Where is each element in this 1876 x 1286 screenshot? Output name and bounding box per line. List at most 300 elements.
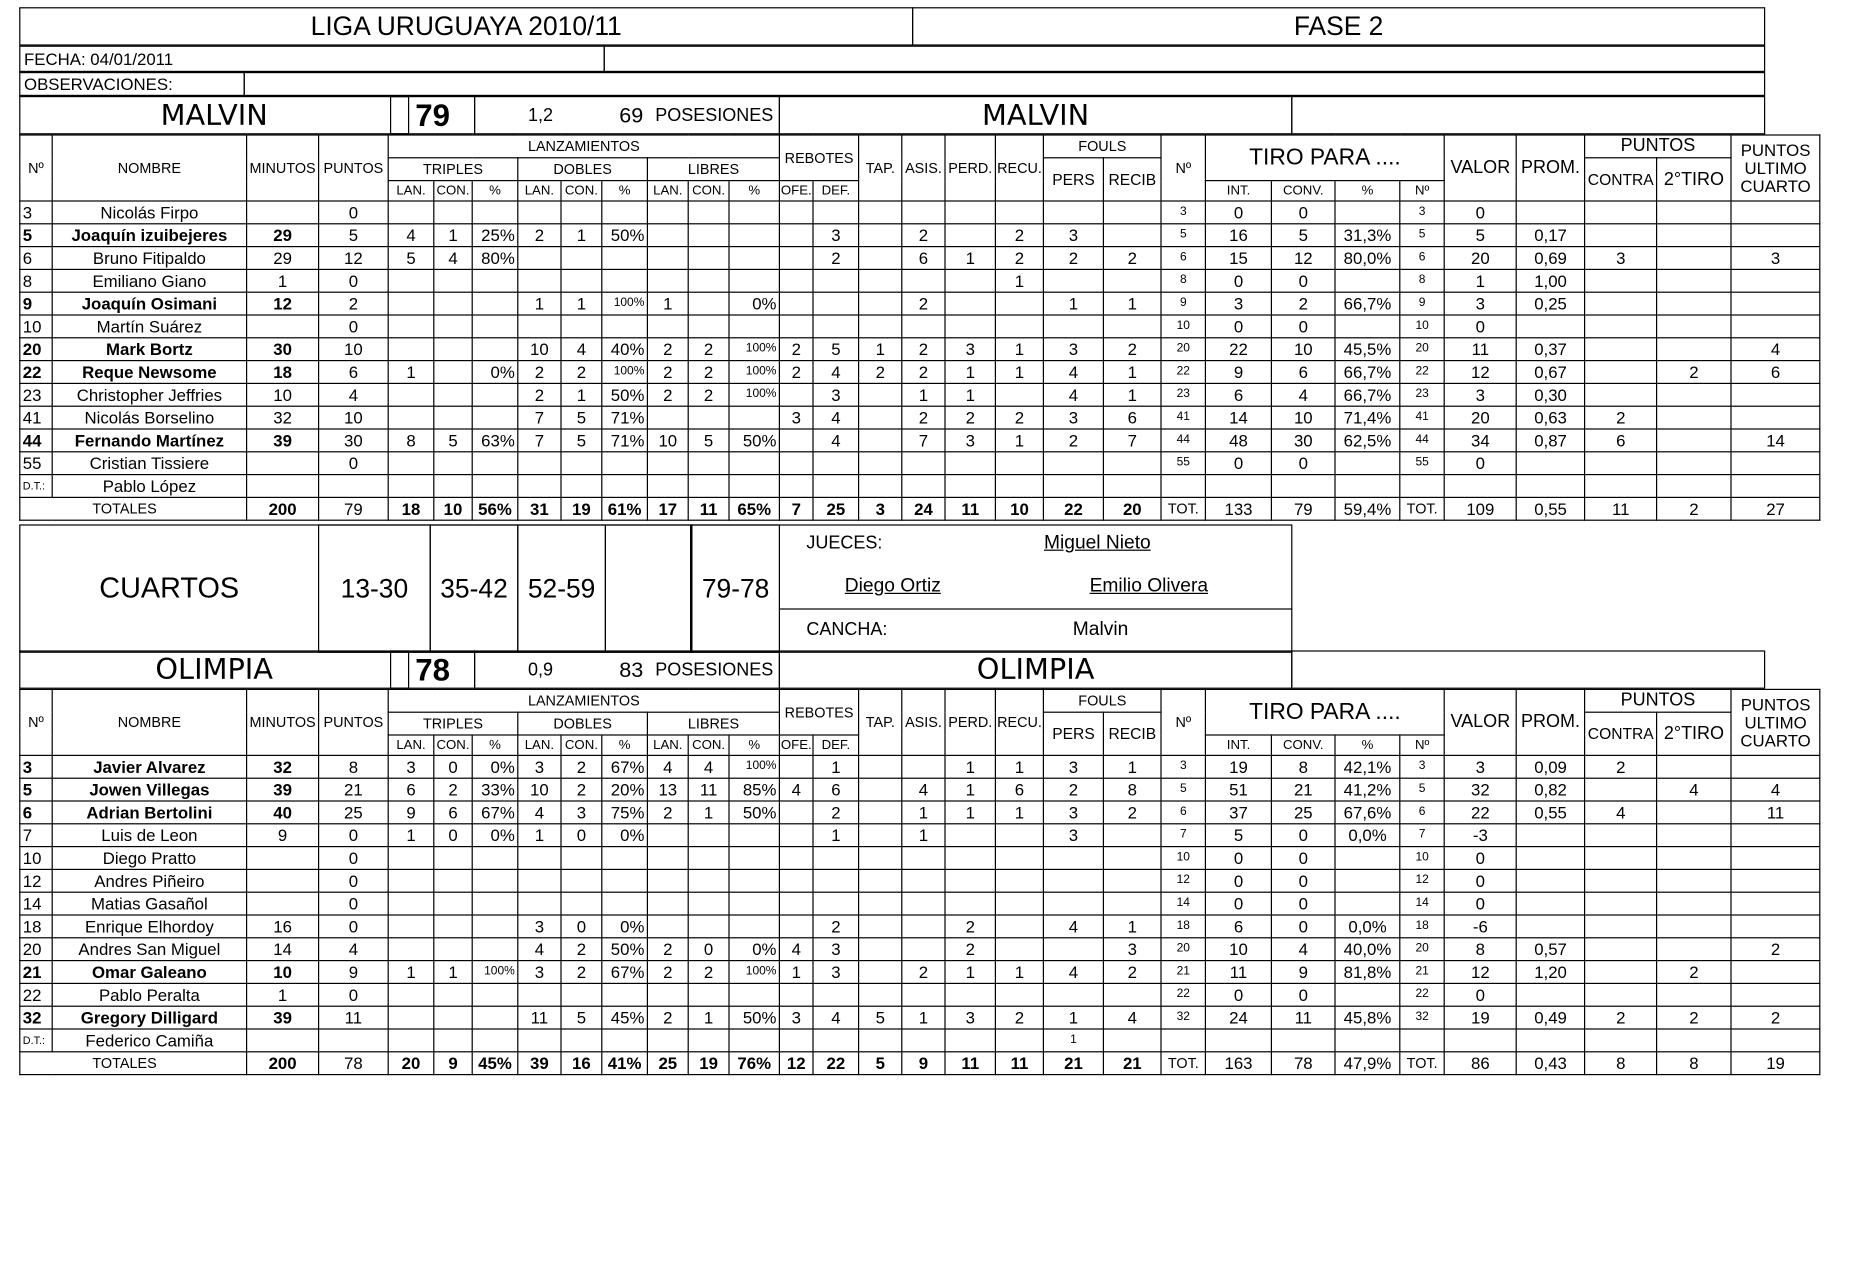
stat-recib (1103, 983, 1161, 1006)
stat-lp (729, 892, 779, 915)
stat-lc (688, 201, 729, 224)
header-contra: CONTRA (1585, 158, 1657, 201)
header-pers: PERS (1043, 712, 1103, 755)
stat-pers: 2 (1043, 429, 1103, 452)
stat-lc (688, 292, 729, 315)
stat-recib: 2 (1103, 338, 1161, 361)
player-row (20, 269, 1820, 292)
stat-ll (647, 892, 688, 915)
stat-seg (1657, 201, 1731, 224)
total-int: 163 (1206, 1052, 1272, 1075)
stat-ll: 2 (647, 383, 688, 406)
stat-recib (1103, 824, 1161, 847)
stat-seg (1657, 292, 1731, 315)
header-def: DEF. (813, 735, 859, 755)
stat-asis: 2 (902, 406, 945, 429)
stat-tc (434, 983, 472, 1006)
stat-prom: 0,49 (1516, 1006, 1584, 1029)
stat-pers (1043, 938, 1103, 961)
stat-tp: 0% (472, 361, 518, 384)
stat-perd (945, 869, 995, 892)
stat-def (813, 983, 859, 1006)
total-perd: 11 (945, 1052, 995, 1075)
stat-seg: 2 (1657, 961, 1731, 984)
stat-int: 14 (1206, 406, 1272, 429)
stat-lc: 2 (688, 383, 729, 406)
stat-seg (1657, 824, 1731, 847)
stat-tp (472, 892, 518, 915)
stat-def (813, 847, 859, 870)
stat-perd (945, 892, 995, 915)
stat-asis (902, 892, 945, 915)
stat-prom: 0,63 (1516, 406, 1584, 429)
total-def: 22 (813, 1052, 859, 1075)
stat-tp (472, 869, 518, 892)
stat-valor: 3 (1444, 292, 1516, 315)
stat-dl (518, 201, 561, 224)
stat-tap: 2 (859, 361, 902, 384)
stat-tc: 4 (434, 247, 472, 270)
stat-int: 3 (1206, 292, 1272, 315)
stat-lp: 100% (729, 961, 779, 984)
stat-perd (945, 824, 995, 847)
player-name: Cristian Tissiere (52, 452, 246, 475)
stat-lp (729, 983, 779, 1006)
player-name: Joaquín izuibejeres (52, 224, 246, 247)
stat-pers: 3 (1043, 801, 1103, 824)
stat-no3: 12 (1400, 869, 1444, 892)
stat-recu: 2 (995, 1006, 1043, 1029)
stat-no3: 8 (1400, 269, 1444, 292)
stat-dl: 10 (518, 338, 561, 361)
stat-tl (388, 869, 434, 892)
stat-tap (859, 938, 902, 961)
empty-cell (1516, 1029, 1584, 1052)
stat-dl: 4 (518, 938, 561, 961)
stat-dp (602, 869, 648, 892)
stat-valor: 0 (1444, 315, 1516, 338)
stat-valor: 34 (1444, 429, 1516, 452)
stat-lp: 100% (729, 338, 779, 361)
header-con: CON. (688, 181, 729, 201)
stat-tc (434, 338, 472, 361)
total-seg: 8 (1657, 1052, 1731, 1075)
stat-tp: 100% (472, 961, 518, 984)
stat-pct: 0,0% (1335, 915, 1400, 938)
stat-pers: 4 (1043, 915, 1103, 938)
stat-prom (1516, 201, 1584, 224)
player-number: 6 (20, 247, 52, 270)
header-perd: PERD. (945, 135, 995, 201)
stat-ll: 1 (647, 292, 688, 315)
stat-lc (688, 247, 729, 270)
player-number: 6 (20, 801, 52, 824)
empty-cell (1731, 475, 1820, 498)
stat-prom: 0,69 (1516, 247, 1584, 270)
stat-recib: 1 (1103, 383, 1161, 406)
coach-name: Pablo López (52, 475, 246, 498)
stat-min: 39 (247, 429, 319, 452)
stat-asis: 4 (902, 778, 945, 801)
team1-name-right: MALVIN (779, 96, 1293, 134)
stat-valor: 12 (1444, 361, 1516, 384)
stat-dc: 5 (561, 1006, 602, 1029)
stat-dl (518, 847, 561, 870)
player-name: Matias Gasañol (52, 892, 246, 915)
stat-conv: 25 (1272, 801, 1336, 824)
player-number: 23 (20, 383, 52, 406)
empty-cell (1516, 475, 1584, 498)
stat-asis (902, 755, 945, 778)
stat-seg (1657, 224, 1731, 247)
stat-valor: -3 (1444, 824, 1516, 847)
empty-cell (1444, 1029, 1516, 1052)
stat-ofe (779, 452, 813, 475)
stat-tc: 6 (434, 801, 472, 824)
stat-tl: 3 (388, 755, 434, 778)
stat-lc (688, 406, 729, 429)
stat-prom: 0,82 (1516, 778, 1584, 801)
stat-tap (859, 292, 902, 315)
stat-no3: 7 (1400, 824, 1444, 847)
stat-perd: 1 (945, 383, 995, 406)
stat-no3: 41 (1400, 406, 1444, 429)
stat-no2: 21 (1161, 961, 1205, 984)
stat-def: 3 (813, 961, 859, 984)
stat-recu (995, 201, 1043, 224)
stat-pers: 1 (1043, 292, 1103, 315)
header-lanzamientos: LANZAMIENTOS (388, 135, 779, 158)
stat-tap (859, 406, 902, 429)
total-contra: 11 (1585, 497, 1657, 520)
stat-recu: 1 (995, 961, 1043, 984)
stat-lp: 50% (729, 1006, 779, 1029)
player-row (20, 406, 1820, 429)
header-pct-tiro: % (1335, 181, 1400, 201)
stat-asis: 2 (902, 961, 945, 984)
empty-cell (688, 1029, 729, 1052)
empty-cell (945, 1029, 995, 1052)
stat-min (247, 201, 319, 224)
player-row (20, 938, 1820, 961)
stat-conv: 9 (1272, 961, 1336, 984)
stat-dl (518, 269, 561, 292)
stat-valor: 0 (1444, 892, 1516, 915)
total-tap: 3 (859, 497, 902, 520)
header-no-2: Nº (1161, 135, 1205, 201)
stat-tap (859, 892, 902, 915)
stat-recu (995, 869, 1043, 892)
header-lan: LAN. (518, 181, 561, 201)
stat-tap (859, 429, 902, 452)
stat-dc: 2 (561, 361, 602, 384)
stat-no2: 10 (1161, 315, 1205, 338)
player-name: Martín Suárez (52, 315, 246, 338)
stat-min: 30 (247, 338, 319, 361)
stat-min: 14 (247, 938, 319, 961)
stat-recib: 4 (1103, 1006, 1161, 1029)
stat-no3: 32 (1400, 1006, 1444, 1029)
stat-pers: 1 (1043, 1006, 1103, 1029)
total-recu: 11 (995, 1052, 1043, 1075)
stat-ll: 2 (647, 1006, 688, 1029)
stat-def: 1 (813, 824, 859, 847)
stat-ofe (779, 983, 813, 1006)
stat-tc (434, 292, 472, 315)
stat-def (813, 315, 859, 338)
player-number: 3 (20, 201, 52, 224)
stat-int: 9 (1206, 361, 1272, 384)
stat-pct: 66,7% (1335, 383, 1400, 406)
stat-pct (1335, 892, 1400, 915)
stat-conv: 0 (1272, 824, 1336, 847)
player-name: Nicolás Firpo (52, 201, 246, 224)
stat-dp (602, 847, 648, 870)
header-no: Nº (20, 135, 52, 201)
stat-no3: 6 (1400, 801, 1444, 824)
stat-dp (602, 452, 648, 475)
stat-pts: 10 (319, 406, 389, 429)
header-lanzamientos: LANZAMIENTOS (388, 689, 779, 712)
stat-ult (1731, 292, 1820, 315)
stat-perd: 3 (945, 338, 995, 361)
stat-asis (902, 269, 945, 292)
stat-ult (1731, 847, 1820, 870)
empty-cell (1161, 1029, 1205, 1052)
stat-valor: 0 (1444, 201, 1516, 224)
stat-ll (647, 452, 688, 475)
stat-contra (1585, 452, 1657, 475)
stat-tl: 1 (388, 961, 434, 984)
stat-contra (1585, 938, 1657, 961)
stat-ult: 3 (1731, 247, 1820, 270)
stat-tap (859, 778, 902, 801)
stat-conv: 0 (1272, 847, 1336, 870)
total-min: 200 (247, 1052, 319, 1075)
header-libres: LIBRES (647, 158, 779, 181)
stat-conv: 11 (1272, 1006, 1336, 1029)
stat-ll (647, 315, 688, 338)
stat-tp (472, 383, 518, 406)
stat-tp (472, 406, 518, 429)
stat-no3: 55 (1400, 452, 1444, 475)
stat-int: 0 (1206, 847, 1272, 870)
stat-recu: 2 (995, 406, 1043, 429)
stat-lp (729, 315, 779, 338)
stat-min: 9 (247, 824, 319, 847)
stat-dp: 67% (602, 755, 648, 778)
player-number: 9 (20, 292, 52, 315)
stat-tap (859, 915, 902, 938)
stat-prom (1516, 315, 1584, 338)
player-number: 22 (20, 983, 52, 1006)
player-name: Gregory Dilligard (52, 1006, 246, 1029)
stat-contra (1585, 983, 1657, 1006)
stat-valor: 1 (1444, 269, 1516, 292)
stat-perd (945, 201, 995, 224)
total-pct: 47,9% (1335, 1052, 1400, 1075)
header-puntos-ultimo-cuarto: PUNTOS ULTIMO CUARTO (1731, 135, 1820, 201)
stat-contra: 2 (1585, 1006, 1657, 1029)
stat-lc (688, 892, 729, 915)
stat-tap (859, 869, 902, 892)
stat-recib: 2 (1103, 961, 1161, 984)
stat-no2: 41 (1161, 406, 1205, 429)
stat-tc (434, 201, 472, 224)
quarter-4-score (605, 524, 693, 652)
stat-conv: 0 (1272, 915, 1336, 938)
stat-def (813, 892, 859, 915)
stat-ofe (779, 429, 813, 452)
cancha-label: CANCHA: (806, 619, 888, 640)
stat-tap (859, 983, 902, 1006)
stat-recu: 2 (995, 247, 1043, 270)
stat-perd: 3 (945, 1006, 995, 1029)
stat-ult: 2 (1731, 1006, 1820, 1029)
stat-no3: 23 (1400, 383, 1444, 406)
stat-min: 39 (247, 778, 319, 801)
stat-tap (859, 247, 902, 270)
stat-int: 16 (1206, 224, 1272, 247)
stat-def (813, 869, 859, 892)
empty-cell (247, 475, 319, 498)
stat-seg (1657, 938, 1731, 961)
team1-possessions-box (474, 96, 780, 134)
header-recib: RECIB (1103, 712, 1161, 755)
stat-lc: 2 (688, 961, 729, 984)
player-row (20, 892, 1820, 915)
stat-no2: 22 (1161, 361, 1205, 384)
stat-dc (561, 983, 602, 1006)
stat-contra (1585, 224, 1657, 247)
header-con: CON. (561, 735, 602, 755)
stat-seg (1657, 383, 1731, 406)
stat-lp: 50% (729, 429, 779, 452)
stat-tap (859, 315, 902, 338)
empty-cell (472, 475, 518, 498)
total-ll: 17 (647, 497, 688, 520)
stat-lp (729, 847, 779, 870)
stat-perd (945, 292, 995, 315)
empty-cell (1206, 475, 1272, 498)
stat-pts: 10 (319, 338, 389, 361)
stat-dp: 0% (602, 915, 648, 938)
stat-seg (1657, 892, 1731, 915)
empty-cell (779, 475, 813, 498)
header-no-3: Nº (1400, 735, 1444, 755)
stat-asis: 7 (902, 429, 945, 452)
stat-pts: 12 (319, 247, 389, 270)
stat-no3: 3 (1400, 755, 1444, 778)
stat-pct: 42,1% (1335, 755, 1400, 778)
stat-lc: 2 (688, 338, 729, 361)
stat-valor: 5 (1444, 224, 1516, 247)
stat-no3: 20 (1400, 338, 1444, 361)
stat-pct: 41,2% (1335, 778, 1400, 801)
player-row (20, 201, 1820, 224)
stat-def: 4 (813, 1006, 859, 1029)
stat-lc (688, 269, 729, 292)
stat-int: 0 (1206, 315, 1272, 338)
stat-lp (729, 201, 779, 224)
stat-seg (1657, 269, 1731, 292)
jueces-label: JUECES: (806, 532, 883, 554)
stat-asis (902, 869, 945, 892)
stat-recib: 1 (1103, 755, 1161, 778)
stat-tl: 1 (388, 824, 434, 847)
header-recib: RECIB (1103, 158, 1161, 201)
stat-no2: 9 (1161, 292, 1205, 315)
stat-asis: 2 (902, 292, 945, 315)
player-row (20, 778, 1820, 801)
stat-int: 51 (1206, 778, 1272, 801)
header-triples: TRIPLES (388, 712, 518, 735)
cancha-name: Malvin (1072, 619, 1129, 640)
empty-cell (1272, 1029, 1336, 1052)
header-pct-tiro: % (1335, 735, 1400, 755)
stat-dp: 75% (602, 801, 648, 824)
stat-perd: 1 (945, 778, 995, 801)
coach-recib (1103, 475, 1161, 498)
stat-pers: 3 (1043, 824, 1103, 847)
stat-recib (1103, 201, 1161, 224)
judge-1: Miguel Nieto (1044, 532, 1151, 554)
total-conv: 78 (1272, 1052, 1336, 1075)
stat-no2: 20 (1161, 338, 1205, 361)
player-row (20, 338, 1820, 361)
stat-pct (1335, 201, 1400, 224)
stat-prom: 0,25 (1516, 292, 1584, 315)
stat-dl: 1 (518, 824, 561, 847)
header-lan: LAN. (647, 181, 688, 201)
stat-lc: 2 (688, 361, 729, 384)
empty-cell (902, 1029, 945, 1052)
stat-seg (1657, 452, 1731, 475)
header-puntos-group: PUNTOS (1585, 689, 1731, 712)
stat-contra (1585, 778, 1657, 801)
player-number: 55 (20, 452, 52, 475)
judge-2: Diego Ortiz (844, 576, 941, 597)
stat-seg: 2 (1657, 1006, 1731, 1029)
observaciones-field (244, 72, 1766, 96)
stat-ll: 2 (647, 961, 688, 984)
stat-recib (1103, 892, 1161, 915)
stat-pct: 71,4% (1335, 406, 1400, 429)
header-pct: % (729, 735, 779, 755)
player-row (20, 801, 1820, 824)
header-no-2: Nº (1161, 689, 1205, 755)
stat-pts: 0 (319, 892, 389, 915)
stat-ll: 2 (647, 338, 688, 361)
stat-dl (518, 247, 561, 270)
stat-seg (1657, 869, 1731, 892)
player-number: 18 (20, 915, 52, 938)
total-recib: 21 (1103, 1052, 1161, 1075)
stat-perd: 1 (945, 801, 995, 824)
stat-asis (902, 915, 945, 938)
quarter-2-score: 35-42 (430, 524, 519, 652)
stat-recu (995, 292, 1043, 315)
stat-prom (1516, 892, 1584, 915)
stat-pts: 0 (319, 847, 389, 870)
stat-dp: 20% (602, 778, 648, 801)
stat-ll (647, 224, 688, 247)
empty-cell (434, 1029, 472, 1052)
player-row (20, 869, 1820, 892)
stat-tl (388, 892, 434, 915)
stat-asis (902, 847, 945, 870)
stat-tap (859, 383, 902, 406)
